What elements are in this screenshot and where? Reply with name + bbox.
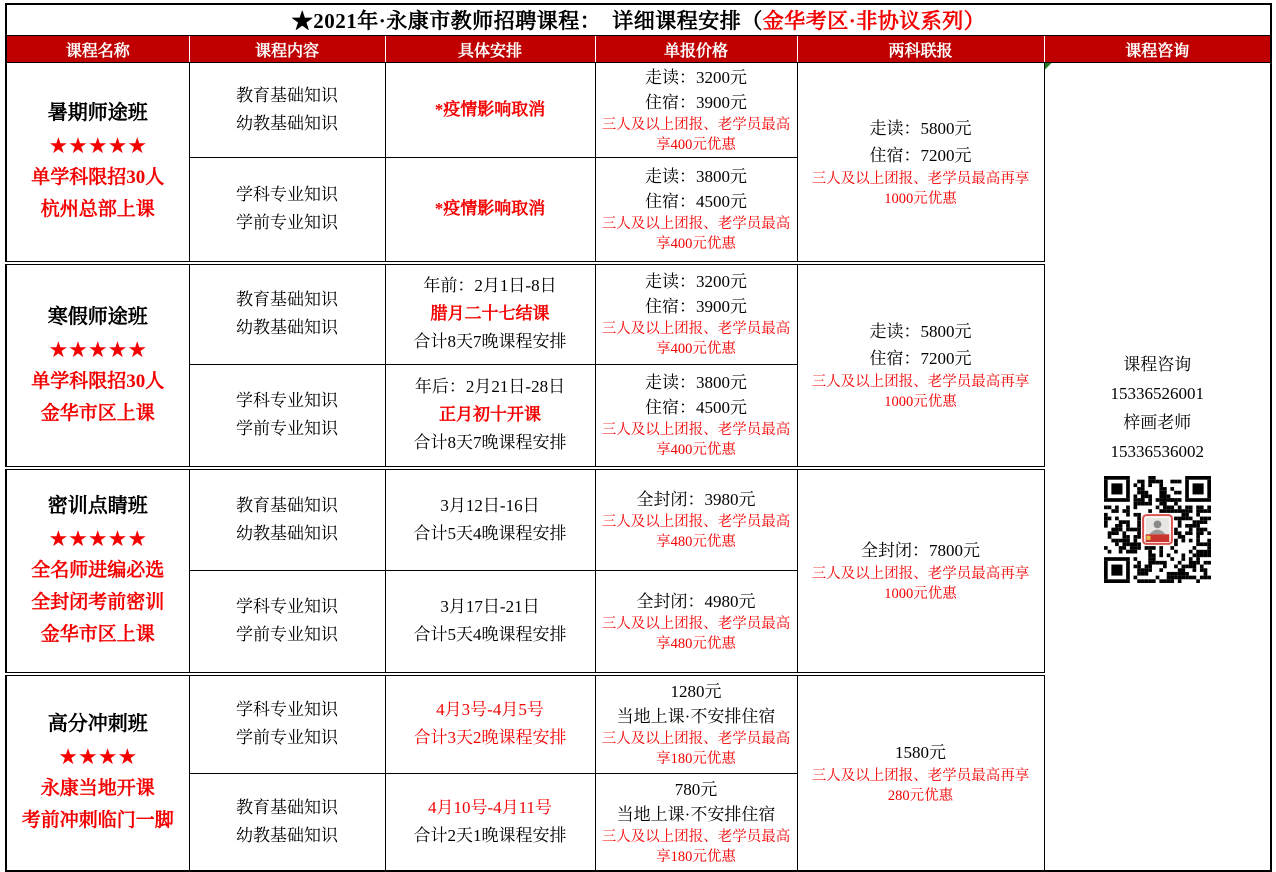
schedule-cell: [385, 468, 595, 571]
combo-price-cell: [797, 63, 1044, 263]
price-line: 住宿：7200元: [869, 145, 972, 165]
course-note: 金华市区上课: [40, 624, 155, 645]
schedule-line: 腊月二十七结课: [430, 304, 550, 324]
course-note: 金华市区上课: [40, 402, 155, 424]
schedule-line: 年后：2月21日-28日: [414, 377, 566, 397]
single-price-cell: [595, 263, 797, 365]
single-price-cell: [595, 158, 797, 263]
single-price-cell: [595, 468, 797, 571]
course-name-cell-intensive: [6, 468, 189, 674]
course-content-cell: [189, 468, 385, 571]
content-line: 教育基础知识: [236, 86, 338, 105]
title-main: ★2021年·永康市教师招聘课程： 详细课程安排（: [291, 9, 763, 33]
price-line: 走读：5800元: [869, 322, 972, 341]
single-price-cell: [595, 365, 797, 468]
schedule-cell: [385, 774, 595, 871]
schedule-cell: [385, 158, 595, 263]
discount-note: 三人及以上团报、老学员最高再享280元优惠: [811, 768, 1030, 804]
content-line: 学前专业知识: [236, 419, 338, 439]
price-line: 走读：5800元: [869, 118, 972, 138]
schedule-cell: [385, 674, 595, 774]
content-line: 学科专业知识: [236, 700, 338, 720]
col-header-schedule: 具体安排: [385, 36, 595, 63]
content-line: 学前专业知识: [236, 625, 338, 645]
schedule-line: 合计8天7晚课程安排: [413, 332, 567, 352]
content-line: 教育基础知识: [236, 495, 338, 515]
content-line: 学前专业知识: [236, 213, 338, 233]
schedule-line: 年前：2月1日-8日: [423, 276, 557, 296]
discount-note: 三人及以上团报、老学员最高享400元优惠: [601, 216, 791, 253]
table-header-row: [6, 36, 1271, 63]
price-line: 全封闭：3980元: [636, 490, 756, 510]
course-name: 密训点睛班: [47, 495, 148, 517]
content-line: 学科专业知识: [236, 597, 338, 617]
course-content-cell: [189, 263, 385, 365]
star-rating: ★★★★★: [48, 336, 148, 362]
schedule-line: 正月初十开课: [439, 405, 541, 425]
single-price-cell: [595, 63, 797, 158]
discount-note: 三人及以上团报、老学员最高再享1000元优惠: [811, 374, 1030, 410]
price-line: 当地上课·不安排住宿: [616, 707, 776, 727]
discount-note: 三人及以上团报、老学员最高享180元优惠: [601, 828, 791, 865]
combo-price-cell: [797, 674, 1044, 871]
course-content-cell: [189, 365, 385, 468]
price-line: 全封闭：7800元: [861, 541, 980, 560]
course-content-cell: [189, 63, 385, 158]
content-line: 学前专业知识: [236, 728, 338, 748]
discount-note: 三人及以上团报、老学员最高享480元优惠: [601, 514, 791, 551]
col-header-single-price: 单报价格: [595, 36, 797, 63]
content-line: 学科专业知识: [236, 185, 338, 205]
schedule-line: 3月17日-21日: [440, 597, 540, 617]
single-price-cell: [595, 571, 797, 674]
col-header-course-name: 课程名称: [6, 36, 189, 63]
price-line: 住宿：4500元: [645, 398, 747, 418]
schedule-line: 合计8天7晚课程安排: [413, 433, 567, 453]
content-line: 幼教基础知识: [236, 318, 338, 338]
price-line: 1580元: [895, 743, 946, 762]
schedule-cell: [385, 365, 595, 468]
course-note: 永康当地开课: [40, 778, 155, 799]
schedule-line: 4月3号-4月5号: [436, 700, 544, 720]
course-table: [5, 3, 1272, 872]
content-line: 幼教基础知识: [236, 825, 338, 845]
phone-number: 15336526001: [1110, 383, 1204, 403]
price-line: 780元: [674, 779, 718, 799]
course-note: 考前冲刺临门一脚: [21, 810, 174, 831]
course-note: 单学科限招30人: [31, 167, 165, 189]
discount-note: 三人及以上团报、老学员最高享180元优惠: [601, 731, 791, 768]
combo-price-cell: [797, 263, 1044, 468]
price-line: 住宿：3900元: [645, 297, 747, 317]
star-rating: ★★★★: [58, 744, 138, 769]
price-line: 住宿：3900元: [645, 93, 747, 112]
consult-cell: [1044, 63, 1271, 871]
price-line: 1280元: [670, 682, 722, 702]
course-name-cell-sprint: [6, 674, 189, 871]
schedule-line: 合计3天2晚课程安排: [413, 728, 567, 748]
course-content-cell: [189, 571, 385, 674]
col-header-consult: 课程咨询: [1044, 36, 1271, 63]
teacher-name: 梓画老师: [1123, 412, 1192, 432]
schedule-line: 合计5天4晚课程安排: [413, 523, 567, 543]
schedule-line: 合计2天1晚课程安排: [413, 825, 567, 845]
course-content-cell: [189, 158, 385, 263]
schedule-cell: [385, 571, 595, 674]
discount-note: 三人及以上团报、老学员最高享480元优惠: [601, 615, 791, 652]
course-name-cell-summer: [6, 63, 189, 263]
price-line: 走读：3200元: [645, 68, 747, 87]
content-line: 幼教基础知识: [236, 523, 338, 543]
wechat-qr-code-icon: [1104, 476, 1211, 583]
title-row: [6, 4, 1271, 36]
schedule-cell: [385, 63, 595, 158]
course-name: 暑期师途班: [47, 102, 148, 125]
schedule-line: *疫情影响取消: [434, 199, 546, 219]
schedule-line: 4月10号-4月11号: [427, 797, 553, 817]
course-name: 寒假师途班: [47, 305, 148, 328]
course-note: 全名师进编必选: [31, 560, 165, 581]
discount-note: 三人及以上团报、老学员最高享400元优惠: [601, 321, 791, 358]
phone-number: 15336536002: [1110, 441, 1204, 461]
course-note: 杭州总部上课: [40, 199, 155, 221]
content-line: 学科专业知识: [236, 391, 338, 411]
col-header-course-content: 课程内容: [189, 36, 385, 63]
price-line: 住宿：7200元: [869, 349, 972, 368]
course-name: 高分冲刺班: [47, 713, 148, 735]
cell-corner-marker: [1045, 63, 1052, 70]
star-rating: ★★★★★: [48, 133, 148, 159]
star-rating: ★★★★★: [48, 526, 148, 551]
discount-note: 三人及以上团报、老学员最高享400元优惠: [601, 422, 791, 459]
price-line: 走读：3200元: [645, 272, 747, 292]
price-line: 全封闭：4980元: [636, 591, 756, 611]
course-note: 单学科限招30人: [31, 370, 165, 392]
sheet-title: [6, 4, 1271, 36]
price-line: 当地上课·不安排住宿: [616, 804, 776, 824]
course-content-cell: [189, 774, 385, 871]
content-line: 教育基础知识: [236, 797, 338, 817]
schedule-line: *疫情影响取消: [434, 100, 546, 119]
title-series: 金华考区·非协议系列）: [762, 9, 986, 33]
consult-title: 课程咨询: [1123, 354, 1192, 374]
price-line: 走读：3800元: [645, 167, 747, 187]
discount-note: 三人及以上团报、老学员最高享400元优惠: [601, 117, 791, 153]
qr-avatar-icon: [1143, 515, 1172, 544]
table-row: [6, 63, 1271, 158]
price-line: 走读：3800元: [645, 373, 747, 393]
content-line: 教育基础知识: [236, 290, 338, 310]
course-note: 全封闭考前密训: [31, 592, 165, 613]
price-line: 住宿：4500元: [645, 192, 747, 212]
content-line: 幼教基础知识: [236, 114, 338, 133]
course-content-cell: [189, 674, 385, 774]
single-price-cell: [595, 674, 797, 774]
discount-note: 三人及以上团报、老学员最高再享1000元优惠: [811, 566, 1030, 602]
discount-note: 三人及以上团报、老学员最高再享1000元优惠: [811, 170, 1030, 207]
single-price-cell: [595, 774, 797, 871]
schedule-line: 合计5天4晚课程安排: [413, 625, 567, 645]
col-header-combo-price: 两科联报: [797, 36, 1044, 63]
schedule-cell: [385, 263, 595, 365]
combo-price-cell: [797, 468, 1044, 674]
schedule-line: 3月12日-16日: [440, 495, 540, 515]
course-name-cell-winter: [6, 263, 189, 468]
